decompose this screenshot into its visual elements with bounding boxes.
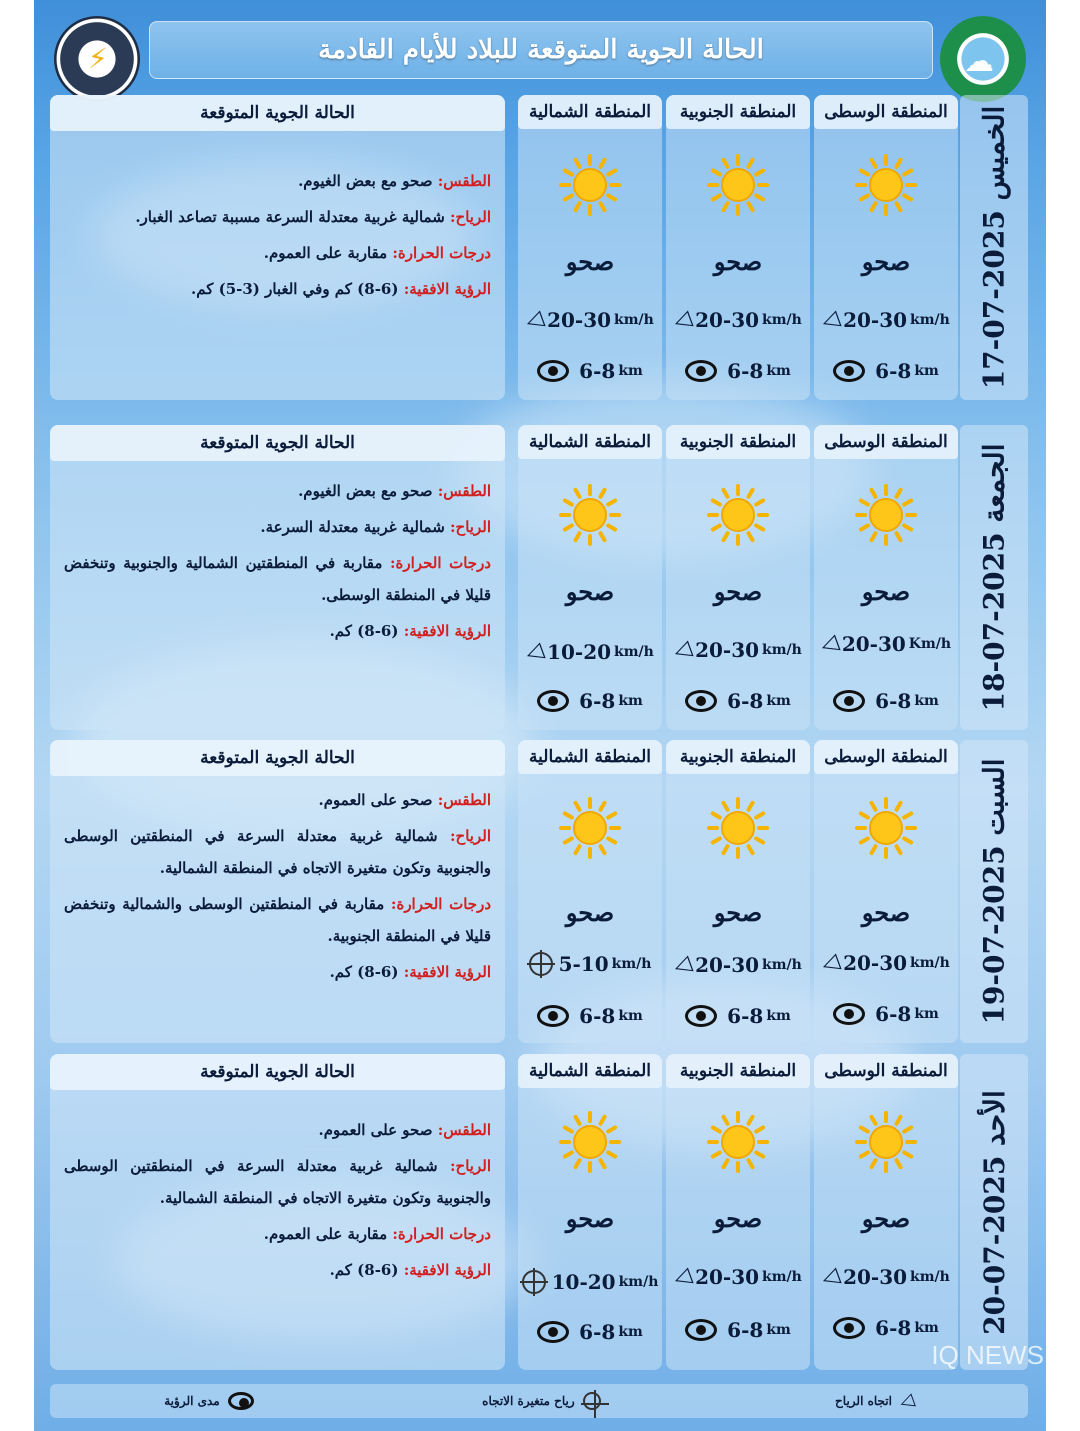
region-card-central — [814, 95, 958, 400]
wind-direction-icon: ◁ — [896, 1388, 917, 1414]
region-name: المنطقة الشمالية — [518, 740, 662, 774]
visibility-value: 6-8 km — [814, 689, 958, 713]
wind-direction-icon: ◁ — [670, 304, 695, 336]
eye-icon — [537, 360, 569, 382]
condition-text: صحو — [861, 247, 911, 276]
region-name: المنطقة الشمالية — [518, 425, 662, 459]
wind-speed: ◁ 20-30 km/h — [670, 1261, 802, 1293]
visibility-line: الرؤية الافقية: (6-8) كم وفي الغبار (3-5) كم. — [191, 280, 491, 298]
region-card-central — [814, 740, 958, 1043]
visibility-value: 6-8 km — [814, 1002, 958, 1026]
eye-icon — [833, 360, 865, 382]
sun-icon — [558, 1110, 622, 1174]
day-block — [50, 1054, 1028, 1370]
legend-visibility: مدى الرؤية — [164, 1392, 253, 1410]
region-name: المنطقة الجنوبية — [666, 425, 810, 459]
day-date: الجمعة 2025-07-18 — [977, 443, 1011, 712]
region-card-southern — [666, 740, 810, 1043]
wind-direction-icon: ◁ — [818, 1261, 843, 1293]
condition-text: صحو — [565, 247, 615, 276]
region-name: المنطقة الجنوبية — [666, 95, 810, 129]
eye-icon — [537, 1321, 569, 1343]
visibility-line: الرؤية الافقية: (6-8) كم. — [329, 963, 491, 981]
wind-speed: ◁ 20-30 km/h — [818, 947, 950, 979]
legend-variable-wind: رياح متغيرة الاتجاه — [482, 1392, 606, 1410]
page-title: الحالة الجوية المتوقعة للبلاد للأيام القادمة — [149, 21, 933, 79]
visibility-value: 6-8 km — [518, 1320, 662, 1344]
weather-line: الطقس: صحو على العموم. — [318, 791, 491, 809]
visibility-value: 6-8 km — [666, 1318, 810, 1342]
wind-direction-icon: ◁ — [670, 949, 695, 981]
sun-icon — [706, 796, 770, 860]
date-column — [960, 95, 1028, 400]
eye-icon — [833, 1317, 865, 1339]
weather-line: الطقس: صحو على العموم. — [318, 1121, 491, 1139]
forecast-details — [50, 95, 505, 400]
eye-icon — [833, 1003, 865, 1025]
eye-icon — [685, 1005, 717, 1027]
region-card-northern — [518, 1054, 662, 1370]
date-column — [960, 1054, 1028, 1370]
region-name: المنطقة الجنوبية — [666, 740, 810, 774]
temperature-line: درجات الحرارة: مقاربة في المنطقتين الشمالية والجنوبية وتنخفض قليلا في المنطقة الوسطى. — [64, 554, 491, 604]
region-name: المنطقة الشمالية — [518, 95, 662, 129]
region-name: المنطقة الوسطى — [814, 740, 958, 774]
eye-icon — [537, 1005, 569, 1027]
wind-speed: ◁ 20-30 km/h — [818, 304, 950, 336]
condition-text: صحو — [565, 577, 615, 606]
day-block — [50, 740, 1028, 1043]
sun-icon — [854, 1110, 918, 1174]
variable-wind-icon — [583, 1392, 601, 1410]
wind-speed: 10-20 km/h — [518, 1270, 662, 1294]
sun-icon — [854, 796, 918, 860]
forecast-details — [50, 740, 505, 1043]
visibility-line: الرؤية الافقية: (6-8) كم. — [329, 1261, 491, 1279]
forecast-details — [50, 1054, 505, 1370]
visibility-line: الرؤية الافقية: (6-8) كم. — [329, 622, 491, 640]
date-column — [960, 425, 1028, 730]
visibility-value: 6-8 km — [666, 689, 810, 713]
eye-icon — [228, 1392, 254, 1410]
wind-speed: ◁ 10-20 km/h — [522, 636, 654, 668]
visibility-value: 6-8 km — [666, 1004, 810, 1028]
wind-line: الرياح: شمالية غربية معتدلة السرعة مسببة تصاعد الغبار. — [135, 208, 491, 226]
wind-speed: ◁ 20-30 km/h — [670, 949, 802, 981]
watermark: IQ NEWS — [931, 1340, 1044, 1370]
condition-text: صحو — [713, 898, 763, 927]
variable-wind-icon — [522, 1270, 546, 1294]
condition-text: صحو — [713, 577, 763, 606]
region-name: المنطقة الشمالية — [518, 1054, 662, 1088]
wind-direction-icon: ◁ — [522, 304, 547, 336]
wind-speed: ◁ 20-30 km/h — [818, 1261, 950, 1293]
region-card-southern — [666, 425, 810, 730]
region-name: المنطقة الوسطى — [814, 425, 958, 459]
visibility-value: 6-8 km — [814, 359, 958, 383]
condition-text: صحو — [861, 577, 911, 606]
condition-text: صحو — [713, 1204, 763, 1233]
region-card-central — [814, 425, 958, 730]
eye-icon — [833, 690, 865, 712]
day-block — [50, 425, 1028, 730]
visibility-value: 6-8 km — [518, 689, 662, 713]
eye-icon — [685, 690, 717, 712]
region-name: المنطقة الوسطى — [814, 95, 958, 129]
wind-direction-icon: ◁ — [522, 636, 547, 668]
wind-speed: ◁ 20-30 km/h — [670, 634, 802, 666]
wind-direction-icon: ◁ — [670, 1261, 695, 1293]
wind-direction-icon: ◁ — [670, 634, 695, 666]
date-column — [960, 740, 1028, 1043]
region-card-northern — [518, 425, 662, 730]
day-date: الأحد 2025-07-20 — [977, 1089, 1011, 1335]
temperature-line: درجات الحرارة: مقاربة على العموم. — [263, 244, 491, 262]
eye-icon — [685, 360, 717, 382]
day-date: الخميس 2025-07-17 — [977, 105, 1011, 390]
condition-text: صحو — [565, 1204, 615, 1233]
details-title: الحالة الجوية المتوقعة — [50, 425, 505, 461]
region-card-northern — [518, 95, 662, 400]
forecast-details — [50, 425, 505, 730]
wind-speed: 5-10 km/h — [518, 952, 662, 976]
region-card-northern — [518, 740, 662, 1043]
region-name: المنطقة الوسطى — [814, 1054, 958, 1088]
wind-line: الرياح: شمالية غربية معتدلة السرعة في المنطقتين الوسطى والجنوبية وتكون متغيرة الاتجاه في المنطقة الشمالية. — [64, 827, 491, 877]
wind-direction-icon: ◁ — [818, 304, 843, 336]
wind-speed: ◁ 20-30 km/h — [522, 304, 654, 336]
lightning-icon: ⚡ — [88, 42, 108, 75]
wind-direction-icon: ◁ — [818, 947, 843, 979]
sun-icon — [854, 483, 918, 547]
visibility-value: 6-8 km — [814, 1316, 958, 1340]
wind-speed: ◁ 20-30 km/h — [670, 304, 802, 336]
wind-line: الرياح: شمالية غربية معتدلة السرعة. — [260, 518, 491, 536]
visibility-value: 6-8 km — [666, 359, 810, 383]
visibility-value: 6-8 km — [518, 359, 662, 383]
temperature-line: درجات الحرارة: مقاربة في المنطقتين الوسطى والشمالية وتنخفض قليلا في المنطقة الجنوبية. — [64, 895, 491, 945]
weather-line: الطقس: صحو مع بعض الغيوم. — [298, 172, 491, 190]
condition-text: صحو — [565, 898, 615, 927]
meteorology-logo — [54, 16, 140, 102]
sun-icon — [706, 153, 770, 217]
condition-text: صحو — [861, 1204, 911, 1233]
forecast-sheet — [34, 0, 1046, 1431]
sun-icon — [706, 483, 770, 547]
variable-wind-icon — [529, 952, 553, 976]
region-card-central — [814, 1054, 958, 1370]
region-name: المنطقة الجنوبية — [666, 1054, 810, 1088]
sun-icon — [706, 1110, 770, 1174]
wind-direction-icon: ◁ — [816, 628, 842, 660]
eye-icon — [537, 690, 569, 712]
sun-icon — [558, 796, 622, 860]
details-title: الحالة الجوية المتوقعة — [50, 95, 505, 131]
details-title: الحالة الجوية المتوقعة — [50, 1054, 505, 1090]
condition-text: صحو — [861, 898, 911, 927]
details-title: الحالة الجوية المتوقعة — [50, 740, 505, 776]
region-card-southern — [666, 95, 810, 400]
wind-line: الرياح: شمالية غربية معتدلة السرعة في المنطقتين الوسطى والجنوبية وتكون متغيرة الاتجاه في المنطقة الشمالية. — [64, 1157, 491, 1207]
wind-speed: ◁ 20-30 Km/h — [816, 628, 952, 660]
sun-icon — [558, 153, 622, 217]
eye-icon — [685, 1319, 717, 1341]
day-date: السبت 2025-07-19 — [977, 758, 1011, 1025]
day-block — [50, 95, 1028, 400]
sun-icon — [854, 153, 918, 217]
sun-icon — [558, 483, 622, 547]
weather-line: الطقس: صحو مع بعض الغيوم. — [298, 482, 491, 500]
condition-text: صحو — [713, 247, 763, 276]
temperature-line: درجات الحرارة: مقاربة على العموم. — [263, 1225, 491, 1243]
legend — [50, 1384, 1028, 1418]
region-card-southern — [666, 1054, 810, 1370]
cloud-icon: ☁ — [964, 44, 994, 79]
legend-wind-direction: ◁ اتجاه الرياح — [835, 1388, 917, 1414]
ministry-logo — [940, 16, 1026, 102]
visibility-value: 6-8 km — [518, 1004, 662, 1028]
